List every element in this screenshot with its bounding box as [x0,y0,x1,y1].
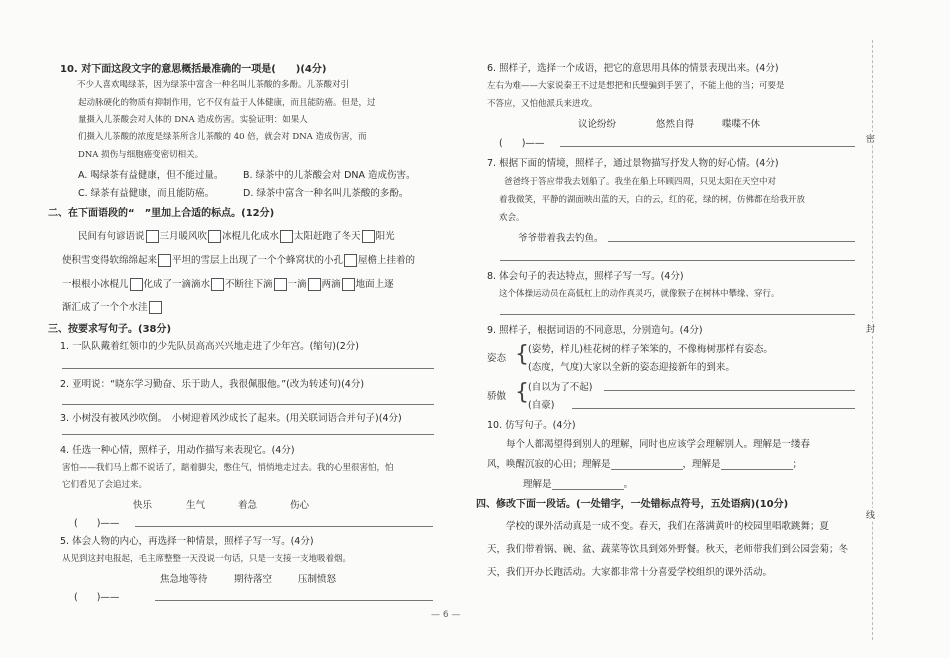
q6-word: 喋喋不休 [722,119,761,130]
q6-example-2: 不答应，又怕他派兵来进攻。 [487,99,598,109]
s4-paragraph-2: 天，我们带着锅、碗、盆、蔬菜等饮具到郊外野餐。秋天，老师带我们到公园尝菊；冬 [487,544,849,555]
q10-passage-1: 不少人喜欢喝绿茶，因为绿茶中富含一种名叫儿茶酸的多酚。儿茶酸对引 [60,80,350,90]
q7-example-3: 欢会。 [499,213,525,223]
punct-line-2 [62,252,415,267]
fill-blank[interactable] [611,458,683,470]
s4-paragraph-3: 天，我们开办长跑活动。大家都非常十分喜爱学校组织的课外活动。 [487,567,773,578]
q6-word: 悠然自得 [656,119,695,130]
punct-seg: 太阳赶跑了冬天 [294,231,361,242]
section-2-title: 二、在下面语段的“ ”里加上合适的标点。(12分) [48,208,275,219]
q4-answer-prefix: ( )—— [74,518,120,529]
brace-icon: { [515,342,529,367]
punct-seg: 渐汇成了一个个水洼 [62,302,148,313]
text-seg: 风，唤醒沉寂的心田；理解是 [487,459,611,470]
answer-line[interactable] [560,146,855,147]
q10-option-d: D. 绿茶中富含一种名叫儿茶酸的多酚。 [243,188,409,199]
q10-imitation-line-1: 每个人都渴望得到别人的理解，同时也应该学会理解别人。理解是一缕春 [487,439,811,450]
section-3-title: 三、按要求写句子。(38分) [48,324,172,335]
q9-word-1: 姿态 [487,353,507,364]
q6-example-1: 左右为难——大家说秦王不过是想把和氏璧骗到手罢了，不能上他的当；可要是 [487,81,785,91]
q8-example: 这个体操运动员在高低杠上的动作真灵巧，就像猴子在树林中攀缘、穿行。 [499,289,780,299]
q7-example-2: 着我微笑，平静的湖面映出蓝的天，白的云，红的花，绿的树，仿佛都在给我开放 [499,195,806,205]
punct-seg: 阳光 [375,231,395,242]
punct-box[interactable] [211,278,224,291]
punct-seg: 屋檐上挂着的 [358,255,416,266]
q6-stem: 6. 照样子，选择一个成语，把它的意思用具体的情景表现出来。(4分) [487,63,779,74]
binding-line [872,40,873,640]
punct-seg: 一滴 [287,279,307,290]
punct-line-1 [78,228,395,243]
punct-seg: 三月暖风吹 [159,231,208,242]
q9-sentence-1: (姿势，样儿)桂花树的样子笨笨的，不像梅树那样有姿态。 [528,344,773,355]
punct-box[interactable] [342,278,355,291]
q10-passage-2: 起动脉硬化的物质有抑制作用，它不仅有益于人体健康，而且能防癌。但是，过 [78,98,376,108]
punct-box[interactable] [146,230,159,243]
answer-line[interactable] [500,260,855,261]
answer-line[interactable] [500,314,855,315]
answer-line[interactable] [62,404,434,405]
binding-char: 封 [866,322,875,335]
q9-sentence-3: (自以为了不起) [528,382,593,393]
punct-box[interactable] [158,254,171,267]
q6-answer-prefix: ( )—— [499,138,545,149]
punct-seg: 冰棍儿化成水 [222,231,280,242]
q10-option-c: C. 绿茶有益健康，而且能防癌。 [78,188,215,199]
q9-sentence-4: (自豪) [528,400,555,411]
q5-answer-prefix: ( )—— [74,592,120,603]
punct-seg: 使积雪变得软绵绵起来 [62,255,158,266]
q10-passage-4: 们摄入儿茶酸的浓度是绿茶所含儿茶酸的 40 倍，就会对 DNA 造成伤害，而 [78,132,367,142]
punct-box[interactable] [308,278,321,291]
answer-line[interactable] [572,408,855,409]
s3-q5: 5. 体会人物的内心，再选择一种情景，照样子写一写。(4分) [60,536,314,547]
q10-imitation-line-3 [523,476,633,490]
punct-line-3 [62,276,394,291]
q9-stem: 9. 照样子，根据词语的不同意思，分别造句。(4分) [487,325,703,336]
brace-icon: { [515,380,529,405]
punct-seg: 民间有句谚语说 [78,231,145,242]
answer-line[interactable] [155,600,433,601]
q9-sentence-2: (态度，气度)大家以全新的姿态迎接新年的到来。 [528,362,735,373]
q10-imitation-stem: 10. 仿写句子。(4分) [487,420,576,431]
q5-word: 期待落空 [234,574,273,585]
q4-word: 着急 [238,500,258,511]
text-seg: ； [792,459,803,470]
punct-box[interactable] [130,278,143,291]
answer-line[interactable] [135,526,433,527]
punct-box[interactable] [208,230,221,243]
q10-imitation-line-2 [487,456,802,470]
q7-stem: 7. 根据下面的情境，照样子，通过景物描写抒发人物的好心情。(4分) [487,158,779,169]
punct-box[interactable] [280,230,293,243]
s3-q2: 2. 亚明说：“晓东学习勤奋、乐于助人，我很佩服他。”(改为转述句)(4分) [60,379,365,390]
punct-box[interactable] [344,254,357,267]
punct-box[interactable] [362,230,375,243]
q9-word-2: 骄傲 [487,391,507,402]
punct-box[interactable] [274,278,287,291]
q10-option-b: B. 绿茶中的儿茶酸会对 DNA 造成伤害。 [243,170,416,181]
text-seg: 理解是 [523,479,552,490]
answer-line[interactable] [62,368,434,369]
q10-passage-3: 量摄入儿茶酸会对人体的 DNA 造成伤害。实验证明：如果人 [78,115,308,125]
q4-word: 快乐 [133,500,153,511]
punct-seg: 两滴 [321,279,341,290]
punct-box[interactable] [149,301,162,314]
answer-line[interactable] [62,434,434,435]
answer-line[interactable] [604,390,855,391]
answer-line[interactable] [608,241,855,242]
punct-seg: 不断往下滴 [225,279,273,290]
punct-seg: 化成了一滴滴水 [143,279,211,290]
q10-passage-5: DNA 损伤与细胞癌变密切相关。 [78,150,204,160]
q8-stem: 8. 体会句子的表达特点，照样子写一写。(4分) [487,271,684,282]
fill-blank[interactable] [721,458,793,470]
q4-word: 伤心 [290,500,310,511]
q4-word: 生气 [186,500,206,511]
q10-stem: 10. 对下面这段文字的意思概括最准确的一项是( )(4分) [60,64,327,75]
q7-prompt: 爷爷带着我去钓鱼。 [499,233,604,244]
punct-seg: 地面上逐 [355,279,394,290]
page-number: — 6 — [431,610,461,620]
q6-word: 议论纷纷 [578,119,617,130]
s3-q1: 1. 一队队戴着红领巾的少先队员高高兴兴地走进了少年宫。(缩句)(2分) [60,341,359,352]
q7-example-1: 爸爸终于答应带我去划船了。我坐在船上环顾四周，只见太阳在天空中对 [487,177,777,187]
s4-paragraph-1: 学校的课外活动真是一成不变。春天，我们在落满黄叶的校园里唱歌跳舞；夏 [487,521,830,532]
s3-q3: 3. 小树没有被风沙吹倒。 小树迎着风沙成长了起来。(用关联词语合并句子)(4分) [60,413,402,424]
binding-char: 密 [866,132,875,145]
s3-q4-example-2: 它们看见了会追过来。 [62,480,148,490]
binding-char: 线 [866,508,875,521]
s3-q4: 4. 任选一种心情，照样子，用动作描写来表现它。(4分) [60,445,295,456]
s3-q4-example-1: 害怕——我们马上都不说话了，踮着脚尖，憋住气，悄悄地走过去。我的心里很害怕，怕 [62,463,394,473]
s3-q5-example: 从见到这封电报起，毛主席整整一天没说一句话，只是一支接一支地吸着烟。 [62,554,352,564]
punct-line-4 [62,299,163,314]
section-4-title: 四、修改下面一段话。(一处错字，一处错标点符号，五处语病)(10分) [476,499,789,510]
q5-word: 焦急地等待 [160,574,208,585]
text-seg: 。 [623,479,634,490]
text-seg: ，理解是 [682,459,721,470]
q10-option-a: A. 喝绿茶有益健康，但不能过量。 [78,170,224,181]
punct-seg: 平坦的雪层上出现了一个个蜂窝状的小孔 [172,255,344,266]
q5-word: 压制愤怒 [298,574,337,585]
fill-blank[interactable] [552,478,624,490]
punct-seg: 一根根小冰棍儿 [62,279,129,290]
